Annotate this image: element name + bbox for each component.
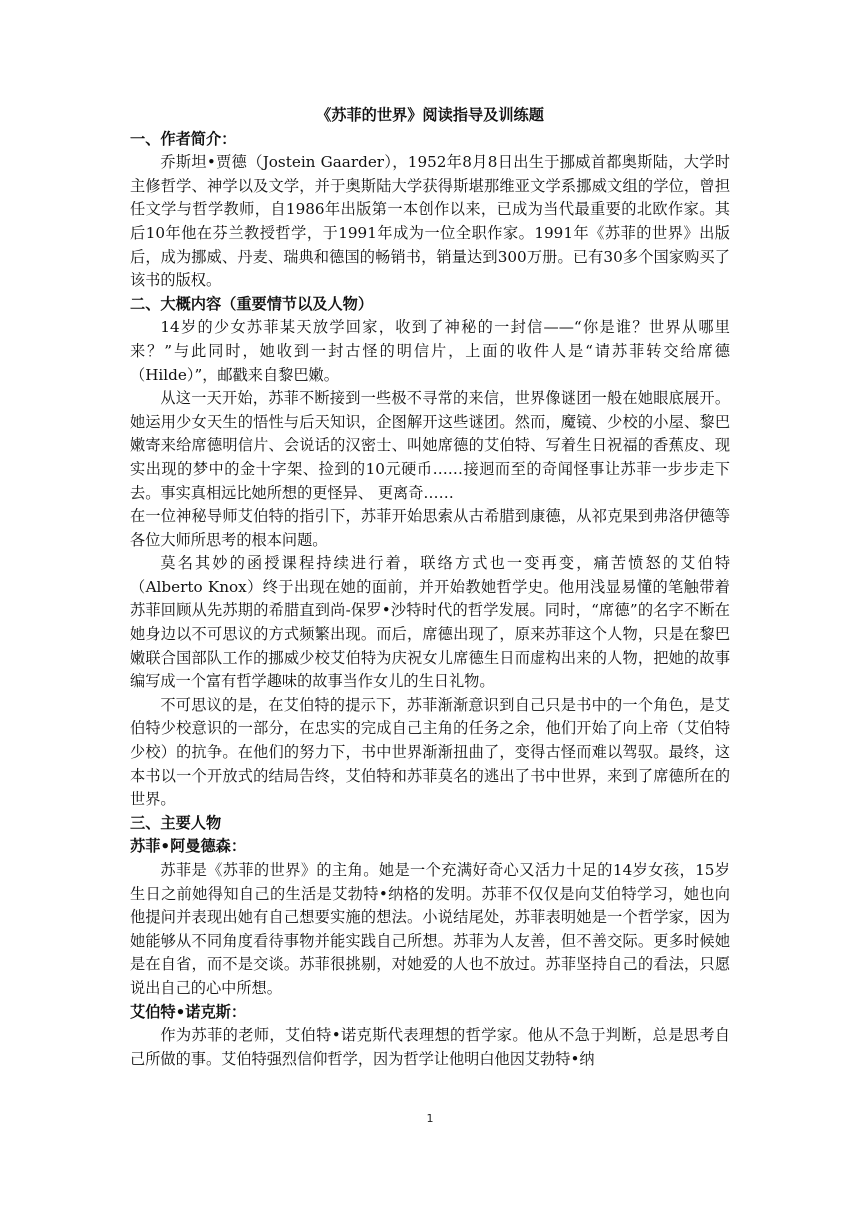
section-heading-author: 一、作者简介： — [130, 129, 237, 148]
paragraph-summary-1: 14岁的少女苏菲某天放学回家，收到了神秘的一封信——“你是谁？世界从哪里来？”与此同时，她收到一封古怪的明信片，上面的收件人是“请苏菲转交给席德（Hilde）”，邮戳来自黎巴嫩。 — [130, 318, 730, 384]
section-heading-summary: 二、大概内容（重要情节以及人物） — [130, 294, 373, 313]
paragraph-summary-4: 莫名其妙的函授课程持续进行着，联络方式也一变再变，痛苦愤怒的艾伯特（Alberto Knox）终于出现在她的面前，并开始教她哲学史。他用浅显易懂的笔触带着苏菲回顾从先苏期的希腊直到尚-保罗•沙特时代的哲学发展。同时，“席德”的名字不断在她身边以不可思议的方式频繁出现。而后，席德出现了，原来苏菲这个人物，只是在黎巴嫩联合国部队工作的挪威少校艾伯特为庆祝女儿席德生日而虚构出来的人物，把她的故事编写成一个富有哲学趣味的故事当作女儿的生日礼物。 — [130, 554, 730, 691]
paragraph-summary-5: 不可思议的是，在艾伯特的提示下，苏菲渐渐意识到自己只是书中的一个角色，是艾伯特少校意识的一部分，在忠实的完成自己主角的任务之余，他们开始了向上帝（艾伯特少校）的抗争。在他们的努力下，书中世界渐渐扭曲了，变得古怪而难以驾驭。最终，这本书以一个开放式的结局告终，艾伯特和苏菲莫名的逃出了书中世界，来到了席德所在的世界。 — [130, 695, 730, 809]
paragraph-summary-2: 从这一天开始，苏菲不断接到一些极不寻常的来信，世界像谜团一般在她眼底展开。她运用少女天生的悟性与后天知识，企图解开这些谜团。然而，魔镜、少校的小屋、黎巴嫩寄来给席德明信片、会说话的汉密士、叫她席德的艾伯特、写着生日祝福的香蕉皮、现实出现的梦中的金十字架、捡到的10元硬币……接迥而至的奇闻怪事让苏菲一步步走下去。事实真相远比她所想的更怪异、 更离奇…… — [130, 389, 730, 502]
paragraph-alberto: 作为苏菲的老师，艾伯特•诺克斯代表理想的哲学家。他从不急于判断，总是思考自己所做的事。艾伯特强烈信仰哲学，因为哲学让他明白他因艾勃特•纳 — [130, 1026, 730, 1068]
paragraph-sophie: 苏菲是《苏菲的世界》的主角。她是一个充满好奇心又活力十足的14岁女孩，15岁生日之前她得知自己的生活是艾勃特•纳格的发明。苏菲不仅仅是向艾伯特学习，她也向他提问并表现出她有自己想要实施的想法。小说结尾处，苏菲表明她是一个哲学家，因为她能够从不同角度看待事物并能实践自己所想。苏菲为人友善，但不善交际。更多时候她是在自省，而不是交谈。苏菲很挑剔，对她爱的人也不放过。苏菲坚持自己的看法，只愿说出自己的心中所想。 — [130, 861, 730, 997]
character-heading-sophie: 苏菲•阿曼德森： — [130, 837, 247, 856]
character-heading-alberto: 艾伯特•诺克斯： — [130, 1002, 247, 1021]
document-title: 《苏菲的世界》阅读指导及训练题 — [316, 106, 544, 124]
paragraph-summary-3: 在一位神秘导师艾伯特的指引下，苏菲开始思索从古希腊到康德，从祁克果到弗洛伊德等各位大师所思考的根本问题。 — [130, 507, 730, 549]
document-page — [130, 104, 730, 1071]
section-heading-characters: 三、主要人物 — [130, 813, 222, 832]
paragraph-author-intro: 乔斯坦•贾德（Jostein Gaarder），1952年8月8日出生于挪威首都奥斯陆，大学时主修哲学、神学以及文学，并于奥斯陆大学获得斯堪那维亚文学系挪威文组的学位，曾担任文学与哲学教师，自1986年出版第一本创作以来，已成为当代最重要的北欧作家。其后10年他在芬兰教授哲学，于1991年成为一位全职作家。1991年《苏菲的世界》出版后，成为挪威、丹麦、瑞典和德国的畅销书，销量达到300万册。已有30多个国家购买了该书的版权。 — [130, 153, 730, 290]
page-number: 1 — [426, 1112, 434, 1125]
